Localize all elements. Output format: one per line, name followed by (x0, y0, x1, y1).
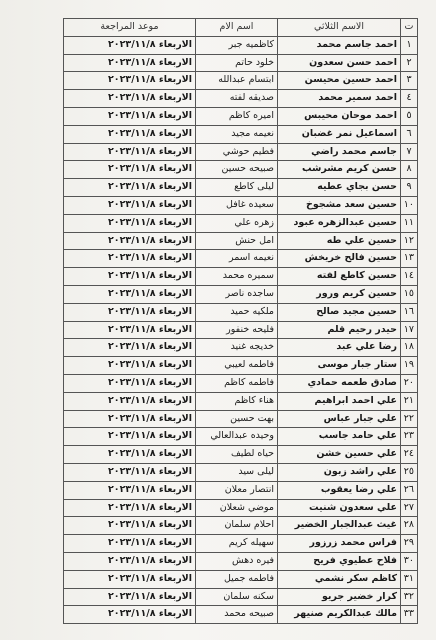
appointment-table (63, 18, 418, 624)
mother-name-cell: فليحه خنفور (196, 321, 278, 339)
full-name-cell: احمد حسين محيسن (278, 72, 401, 90)
table-row (64, 268, 418, 286)
appointment-date-cell: الاربعاء ٢٠٢٣/١١/٨ (64, 125, 196, 143)
appointment-date-cell: الاربعاء ٢٠٢٣/١١/٨ (64, 107, 196, 125)
table-row (64, 552, 418, 570)
row-number: ٢٦ (401, 481, 418, 499)
mother-name-cell: سهيله كريم (196, 535, 278, 553)
header-appointment-date: موعد المراجعة (64, 19, 196, 37)
table-row (64, 570, 418, 588)
appointment-date-cell: الاربعاء ٢٠٢٣/١١/٨ (64, 196, 196, 214)
table-row (64, 588, 418, 606)
table-row (64, 143, 418, 161)
mother-name-cell: حياه لطيف (196, 446, 278, 464)
appointment-date-cell: الاربعاء ٢٠٢٣/١١/٨ (64, 446, 196, 464)
table-row (64, 107, 418, 125)
mother-name-cell: سميره محمد (196, 268, 278, 286)
row-number: ٣٣ (401, 606, 418, 624)
row-number: ٦ (401, 125, 418, 143)
mother-name-cell: نعيمه مجيد (196, 125, 278, 143)
full-name-cell: علي جبار عباس (278, 410, 401, 428)
full-name-cell: حيدر رحيم قلم (278, 321, 401, 339)
appointment-date-cell: الاربعاء ٢٠٢٣/١١/٨ (64, 285, 196, 303)
full-name-cell: حسين علي طه (278, 232, 401, 250)
table-row (64, 463, 418, 481)
appointment-date-cell: الاربعاء ٢٠٢٣/١١/٨ (64, 214, 196, 232)
appointment-date-cell: الاربعاء ٢٠٢٣/١١/٨ (64, 179, 196, 197)
row-number: ٢٣ (401, 428, 418, 446)
full-name-cell: حسين كاطع لفته (278, 268, 401, 286)
table-row (64, 339, 418, 357)
full-name-cell: حسين مجيد صالح (278, 303, 401, 321)
table-row (64, 446, 418, 464)
row-number: ٣٠ (401, 552, 418, 570)
table-row (64, 374, 418, 392)
row-number: ٢ (401, 54, 418, 72)
mother-name-cell: بهت حسين (196, 410, 278, 428)
row-number: ٢٠ (401, 374, 418, 392)
mother-name-cell: ابتسام عبدالله (196, 72, 278, 90)
appointment-date-cell: الاربعاء ٢٠٢٣/١١/٨ (64, 588, 196, 606)
appointment-date-cell: الاربعاء ٢٠٢٣/١١/٨ (64, 552, 196, 570)
full-name-cell: كرار خضير جريو (278, 588, 401, 606)
row-number: ٢١ (401, 392, 418, 410)
full-name-cell: جاسم محمد راضي (278, 143, 401, 161)
row-number: ٧ (401, 143, 418, 161)
mother-name-cell: ساجده ناصر (196, 285, 278, 303)
mother-name-cell: فاطمه لعيبي (196, 357, 278, 375)
row-number: ١٥ (401, 285, 418, 303)
mother-name-cell: هناء كاظم (196, 392, 278, 410)
row-number: ٣ (401, 72, 418, 90)
table-row (64, 303, 418, 321)
full-name-cell: حسين عبدالزهره عبود (278, 214, 401, 232)
appointment-date-cell: الاربعاء ٢٠٢٣/١١/٨ (64, 428, 196, 446)
appointment-date-cell: الاربعاء ٢٠٢٣/١١/٨ (64, 535, 196, 553)
appointment-date-cell: الاربعاء ٢٠٢٣/١١/٨ (64, 161, 196, 179)
appointment-date-cell: الاربعاء ٢٠٢٣/١١/٨ (64, 339, 196, 357)
full-name-cell: حسن بجاي عطيه (278, 179, 401, 197)
appointment-date-cell: الاربعاء ٢٠٢٣/١١/٨ (64, 410, 196, 428)
row-number: ٢٩ (401, 535, 418, 553)
row-number: ١ (401, 36, 418, 54)
row-number: ٢٧ (401, 499, 418, 517)
table-row (64, 428, 418, 446)
row-number: ١٤ (401, 268, 418, 286)
table-header-row (64, 19, 418, 37)
table-row (64, 196, 418, 214)
full-name-cell: اسماعيل نمر غضبان (278, 125, 401, 143)
table-row (64, 535, 418, 553)
table-body (64, 36, 418, 623)
row-number: ١٢ (401, 232, 418, 250)
table-row (64, 285, 418, 303)
full-name-cell: مالك عبدالكريم صنيهر (278, 606, 401, 624)
header-full-name: الاسم الثلاثي (278, 19, 401, 37)
full-name-cell: احمد جاسم محمد (278, 36, 401, 54)
row-number: ٣١ (401, 570, 418, 588)
row-number: ١٨ (401, 339, 418, 357)
row-number: ٤ (401, 90, 418, 108)
mother-name-cell: نعيمه اسمر (196, 250, 278, 268)
appointment-date-cell: الاربعاء ٢٠٢٣/١١/٨ (64, 54, 196, 72)
mother-name-cell: سكنه سلمان (196, 588, 278, 606)
mother-name-cell: خديجه غنيد (196, 339, 278, 357)
full-name-cell: كاظم سكر نشمي (278, 570, 401, 588)
appointment-date-cell: الاربعاء ٢٠٢٣/١١/٨ (64, 268, 196, 286)
row-number: ١٩ (401, 357, 418, 375)
appointment-date-cell: الاربعاء ٢٠٢٣/١١/٨ (64, 606, 196, 624)
full-name-cell: علي راشد زبون (278, 463, 401, 481)
full-name-cell: علي رضا يعقوب (278, 481, 401, 499)
row-number: ٥ (401, 107, 418, 125)
full-name-cell: حسين فالح خريخش (278, 250, 401, 268)
mother-name-cell: سعيده غافل (196, 196, 278, 214)
appointment-date-cell: الاربعاء ٢٠٢٣/١١/٨ (64, 499, 196, 517)
table-row (64, 357, 418, 375)
header-mother-name: اسم الام (196, 19, 278, 37)
row-number: ١٣ (401, 250, 418, 268)
table-row (64, 72, 418, 90)
mother-name-cell: احلام سلمان (196, 517, 278, 535)
full-name-cell: رضا علي عبد (278, 339, 401, 357)
full-name-cell: علي سعدون شنيت (278, 499, 401, 517)
table-row (64, 481, 418, 499)
appointment-date-cell: الاربعاء ٢٠٢٣/١١/٨ (64, 250, 196, 268)
full-name-cell: فلاح عطيوي فريح (278, 552, 401, 570)
row-number: ٢٤ (401, 446, 418, 464)
row-number: ١٠ (401, 196, 418, 214)
table-row (64, 214, 418, 232)
header-number: ت (401, 19, 418, 37)
full-name-cell: علي حامد جاسب (278, 428, 401, 446)
appointment-date-cell: الاربعاء ٢٠٢٣/١١/٨ (64, 72, 196, 90)
appointment-date-cell: الاربعاء ٢٠٢٣/١١/٨ (64, 481, 196, 499)
appointment-date-cell: الاربعاء ٢٠٢٣/١١/٨ (64, 232, 196, 250)
appointment-date-cell: الاربعاء ٢٠٢٣/١١/٨ (64, 392, 196, 410)
mother-name-cell: فاطمه جميل (196, 570, 278, 588)
mother-name-cell: ملكيه حميد (196, 303, 278, 321)
full-name-cell: حسن كريم مشرشب (278, 161, 401, 179)
mother-name-cell: ليلى سيد (196, 463, 278, 481)
table-row (64, 517, 418, 535)
table-row (64, 36, 418, 54)
table-row (64, 392, 418, 410)
mother-name-cell: صبيحه حسين (196, 161, 278, 179)
row-number: ٢٢ (401, 410, 418, 428)
row-number: ١٧ (401, 321, 418, 339)
mother-name-cell: فطيم حوشي (196, 143, 278, 161)
appointment-date-cell: الاربعاء ٢٠٢٣/١١/٨ (64, 517, 196, 535)
appointment-date-cell: الاربعاء ٢٠٢٣/١١/٨ (64, 36, 196, 54)
row-number: ٨ (401, 161, 418, 179)
full-name-cell: فراس محمد زرزور (278, 535, 401, 553)
mother-name-cell: امل حنش (196, 232, 278, 250)
mother-name-cell: فاطمه كاظم (196, 374, 278, 392)
appointment-date-cell: الاربعاء ٢٠٢٣/١١/٨ (64, 357, 196, 375)
row-number: ٩ (401, 179, 418, 197)
row-number: ١١ (401, 214, 418, 232)
table-row (64, 499, 418, 517)
full-name-cell: احمد موحان محيبس (278, 107, 401, 125)
full-name-cell: احمد حسن سعدون (278, 54, 401, 72)
mother-name-cell: خلود حاتم (196, 54, 278, 72)
table-row (64, 250, 418, 268)
full-name-cell: حسين كريم ورور (278, 285, 401, 303)
table-row (64, 321, 418, 339)
row-number: ٢٨ (401, 517, 418, 535)
table-row (64, 606, 418, 624)
table-row (64, 179, 418, 197)
full-name-cell: ستار جبار موسى (278, 357, 401, 375)
row-number: ١٦ (401, 303, 418, 321)
mother-name-cell: كاظميه جبر (196, 36, 278, 54)
mother-name-cell: اميره كاظم (196, 107, 278, 125)
full-name-cell: احمد سمير محمد (278, 90, 401, 108)
appointment-date-cell: الاربعاء ٢٠٢٣/١١/٨ (64, 374, 196, 392)
full-name-cell: علي احمد ابراهيم (278, 392, 401, 410)
table-row (64, 90, 418, 108)
mother-name-cell: زهره علي (196, 214, 278, 232)
appointment-date-cell: الاربعاء ٢٠٢٣/١١/٨ (64, 90, 196, 108)
mother-name-cell: وحيده عبدالعالي (196, 428, 278, 446)
full-name-cell: صادق طعمه حمادي (278, 374, 401, 392)
mother-name-cell: صبيحه محمد (196, 606, 278, 624)
table-row (64, 161, 418, 179)
table-row (64, 232, 418, 250)
full-name-cell: حسين سعد مشجوخ (278, 196, 401, 214)
mother-name-cell: موضي شعلان (196, 499, 278, 517)
full-name-cell: علي حسين خشن (278, 446, 401, 464)
table-row (64, 125, 418, 143)
table-row (64, 54, 418, 72)
appointment-date-cell: الاربعاء ٢٠٢٣/١١/٨ (64, 303, 196, 321)
full-name-cell: غيث عبدالجبار الخضير (278, 517, 401, 535)
row-number: ٢٥ (401, 463, 418, 481)
mother-name-cell: ليلى كاطع (196, 179, 278, 197)
appointment-date-cell: الاربعاء ٢٠٢٣/١١/٨ (64, 463, 196, 481)
mother-name-cell: انتصار معلان (196, 481, 278, 499)
appointment-date-cell: الاربعاء ٢٠٢٣/١١/٨ (64, 321, 196, 339)
table-row (64, 410, 418, 428)
appointment-date-cell: الاربعاء ٢٠٢٣/١١/٨ (64, 570, 196, 588)
mother-name-cell: صديقه لفته (196, 90, 278, 108)
appointment-date-cell: الاربعاء ٢٠٢٣/١١/٨ (64, 143, 196, 161)
mother-name-cell: فيره دهش (196, 552, 278, 570)
row-number: ٣٢ (401, 588, 418, 606)
